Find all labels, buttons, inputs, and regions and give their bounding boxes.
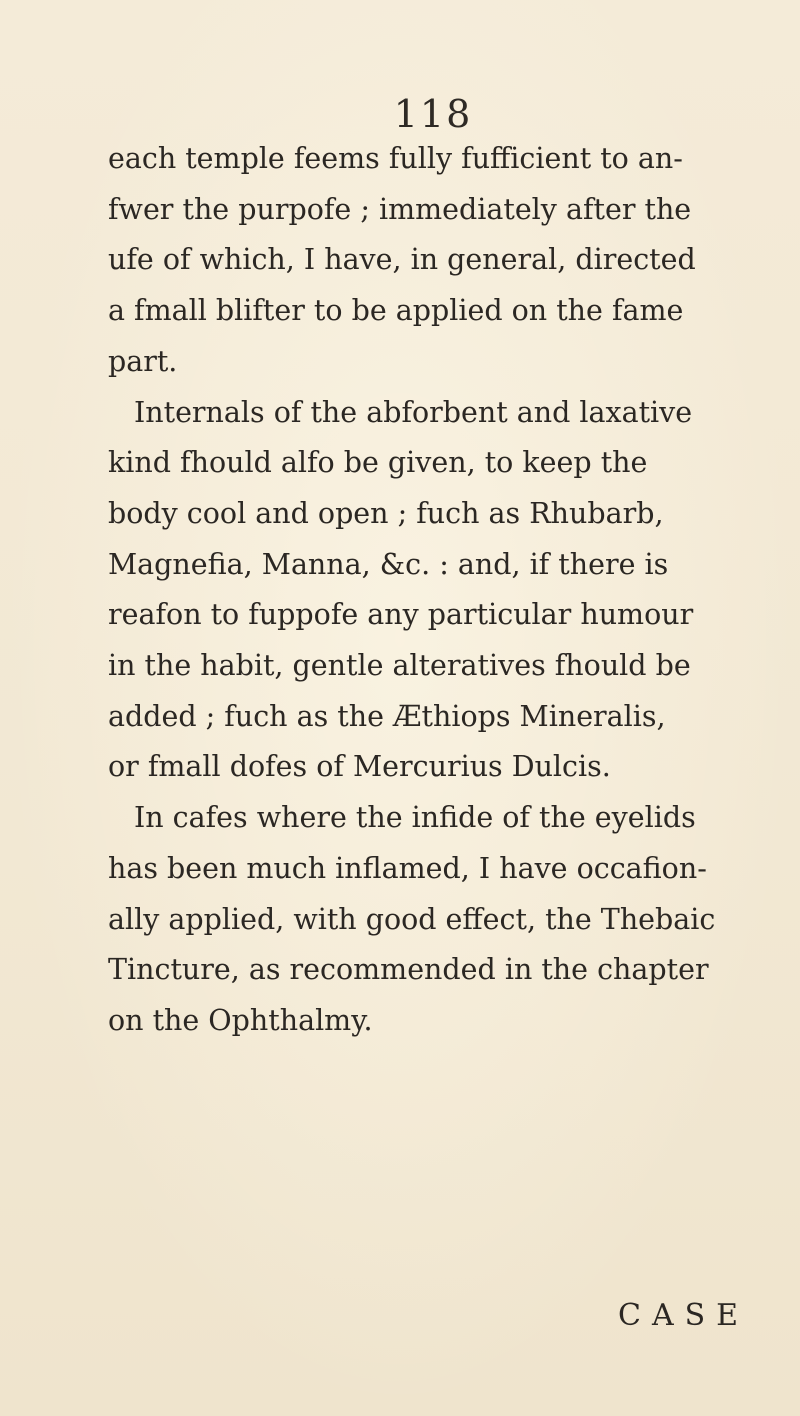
text-line: kind fhould alfo be given, to keep the: [108, 446, 648, 480]
text-line: Magnefia, Manna, &c. : and, if there is: [108, 547, 669, 581]
text-line: has been much inflamed, I have occafion-: [108, 851, 707, 885]
text-line: Tincture, as recommended in the chapter: [108, 953, 709, 987]
text-line: on the Ophthalmy.: [108, 1003, 373, 1037]
text-line: or fmall dofes of Mercurius Dulcis.: [108, 750, 611, 784]
text-line: each temple feems fully fufficient to an-: [108, 142, 683, 175]
body-text: [108, 134, 768, 1047]
text-line: fwer the purpofe ; immediately after the: [108, 192, 692, 226]
text-line: in the habit, gentle alteratives fhould be: [108, 649, 691, 683]
paragraph-start-line: In cafes where the infide of the eyelids: [134, 801, 696, 835]
catchword: CASE: [618, 1298, 750, 1333]
text-line: part.: [108, 344, 178, 378]
paragraph-start-line: Internals of the abforbent and laxative: [134, 395, 693, 429]
text-line: reafon to fuppofe any particular humour: [108, 598, 694, 632]
text-line: body cool and open ; fuch as Rhubarb,: [108, 496, 664, 530]
text-line: a fmall blifter to be applied on the fame: [108, 294, 684, 328]
text-line: ally applied, with good effect, the Thebaic: [108, 902, 716, 936]
text-line: ufe of which, I have, in general, directed: [108, 243, 696, 277]
page-number: 118: [393, 92, 473, 136]
text-line: added ; fuch as the Æthiops Mineralis,: [108, 699, 666, 733]
